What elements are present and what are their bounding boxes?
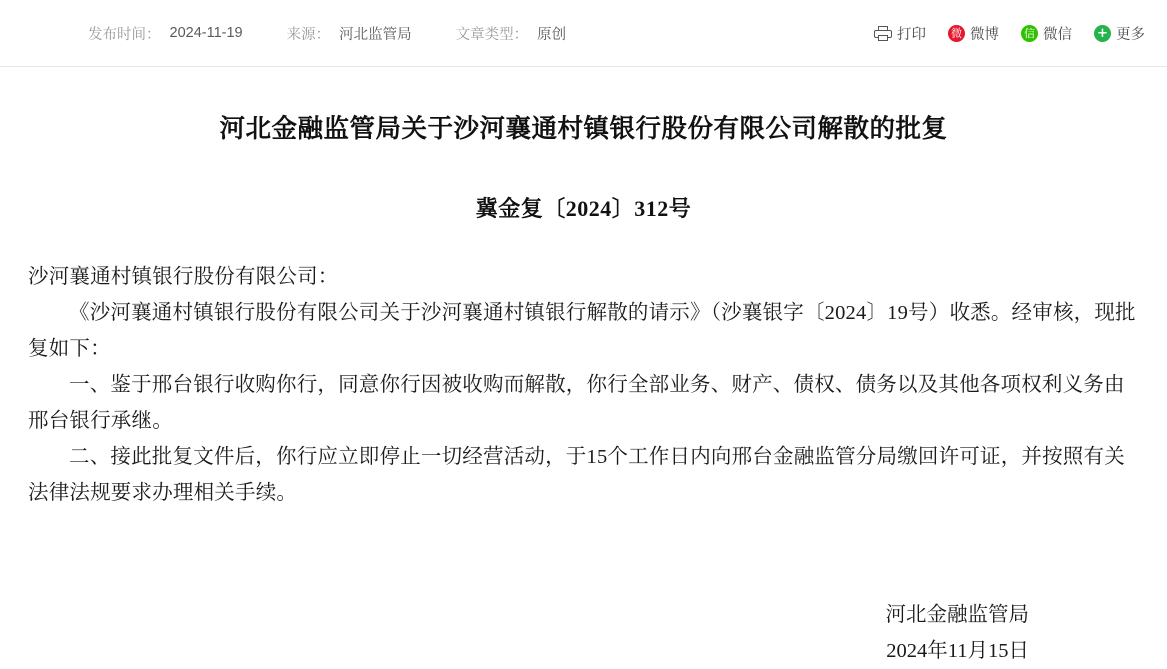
document-paragraph-3: 二、接此批复文件后，你行应立即停止一切经营活动，于15个工作日内向邢台金融监管分局缴回许可证，并按照有关法律法规要求办理相关手续。 — [28, 446, 1125, 504]
wechat-icon: 信 — [1021, 25, 1038, 42]
share-weibo-button[interactable] — [948, 23, 999, 44]
share-wechat-label: 微信 — [1043, 26, 1072, 43]
plus-icon: + — [1094, 25, 1111, 42]
weibo-icon: 微 — [948, 25, 965, 42]
meta-source — [287, 23, 412, 44]
meta-publish-time — [88, 23, 243, 44]
meta-publish-time-value: 2024-11-19 — [169, 25, 243, 41]
printer-icon — [874, 26, 892, 41]
signature-date: 2024年11月15日 — [886, 640, 1029, 662]
share-more-label: 更多 — [1116, 26, 1145, 43]
share-weibo-label: 微博 — [970, 26, 999, 43]
article-meta-bar — [0, 0, 1167, 67]
meta-article-type-value: 原创 — [537, 26, 567, 43]
meta-publish-time-label: 发布时间： — [88, 26, 161, 43]
meta-source-label: 来源： — [286, 26, 331, 43]
document-body — [28, 259, 1139, 511]
meta-article-type-label: 文章类型： — [455, 26, 529, 43]
document-paragraph-1: 《沙河襄通村镇银行股份有限公司关于沙河襄通村镇银行解散的请示》（沙襄银字〔2024〕19号）收悉。经审核，现批复如下： — [28, 302, 1136, 360]
meta-article-type — [456, 23, 567, 44]
document-number: 冀金复〔2024〕312号 — [475, 196, 692, 221]
signature-organization: 河北金融监管局 — [885, 604, 1029, 626]
meta-source-value: 河北监管局 — [339, 26, 412, 43]
document-content — [0, 109, 1167, 669]
page-title: 河北金融监管局关于沙河襄通村镇银行股份有限公司解散的批复 — [219, 114, 948, 143]
document-signature — [28, 597, 1139, 669]
share-toolbar — [852, 23, 1145, 44]
share-more-button[interactable] — [1094, 23, 1145, 44]
share-wechat-button[interactable] — [1021, 23, 1072, 44]
print-button-label: 打印 — [897, 26, 926, 43]
print-button[interactable] — [874, 23, 926, 44]
document-paragraph-2: 一、鉴于邢台银行收购你行，同意你行因被收购而解散，你行全部业务、财产、债权、债务以及其他各项权利义务由邢台银行承继。 — [28, 374, 1125, 432]
document-addressee: 沙河襄通村镇银行股份有限公司： — [28, 266, 339, 288]
